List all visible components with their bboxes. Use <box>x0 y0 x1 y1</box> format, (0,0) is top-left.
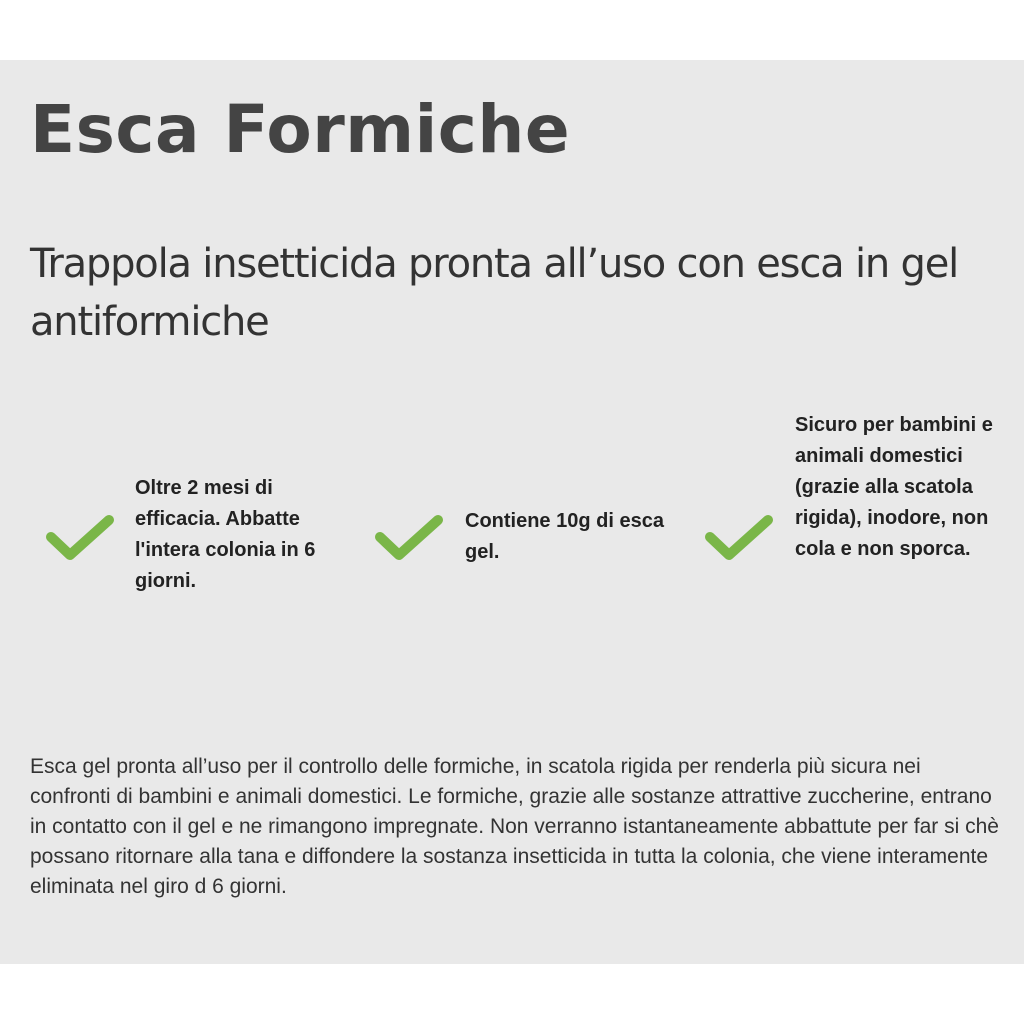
product-description: Esca gel pronta all’uso per il controllo delle formiche, in scatola rigida per renderla più sicura nei confronti di bambini e animali domestici. Le formiche, grazie alle sostanze attrattive zuccherine, entrano in contatto con il gel e ne rimangono impregnate. Non verranno istantaneamente abbattute per far si chè possano ritornare alla tana e diffondere la sostanza insetticida in tutta la colonia, che viene interamente eliminata nel giro d 6 giorni. <box>30 755 999 898</box>
check-icon <box>375 513 443 563</box>
check-icon <box>46 513 114 563</box>
feature-text-safety: Sicuro per bambini e animali domestici (grazie alla scatola rigida), inodore, non cola e non sporca. <box>795 414 993 560</box>
product-subtitle: Trappola insetticida pronta all’uso con esca in gel antiformiche <box>30 241 959 345</box>
product-title: Esca Formiche <box>30 91 571 168</box>
feature-text-content: Contiene 10g di esca gel. <box>465 510 664 563</box>
product-info-panel <box>0 60 1024 964</box>
feature-text-efficacy: Oltre 2 mesi di efficacia. Abbatte l'intera colonia in 6 giorni. <box>135 477 316 592</box>
check-icon <box>705 513 773 563</box>
